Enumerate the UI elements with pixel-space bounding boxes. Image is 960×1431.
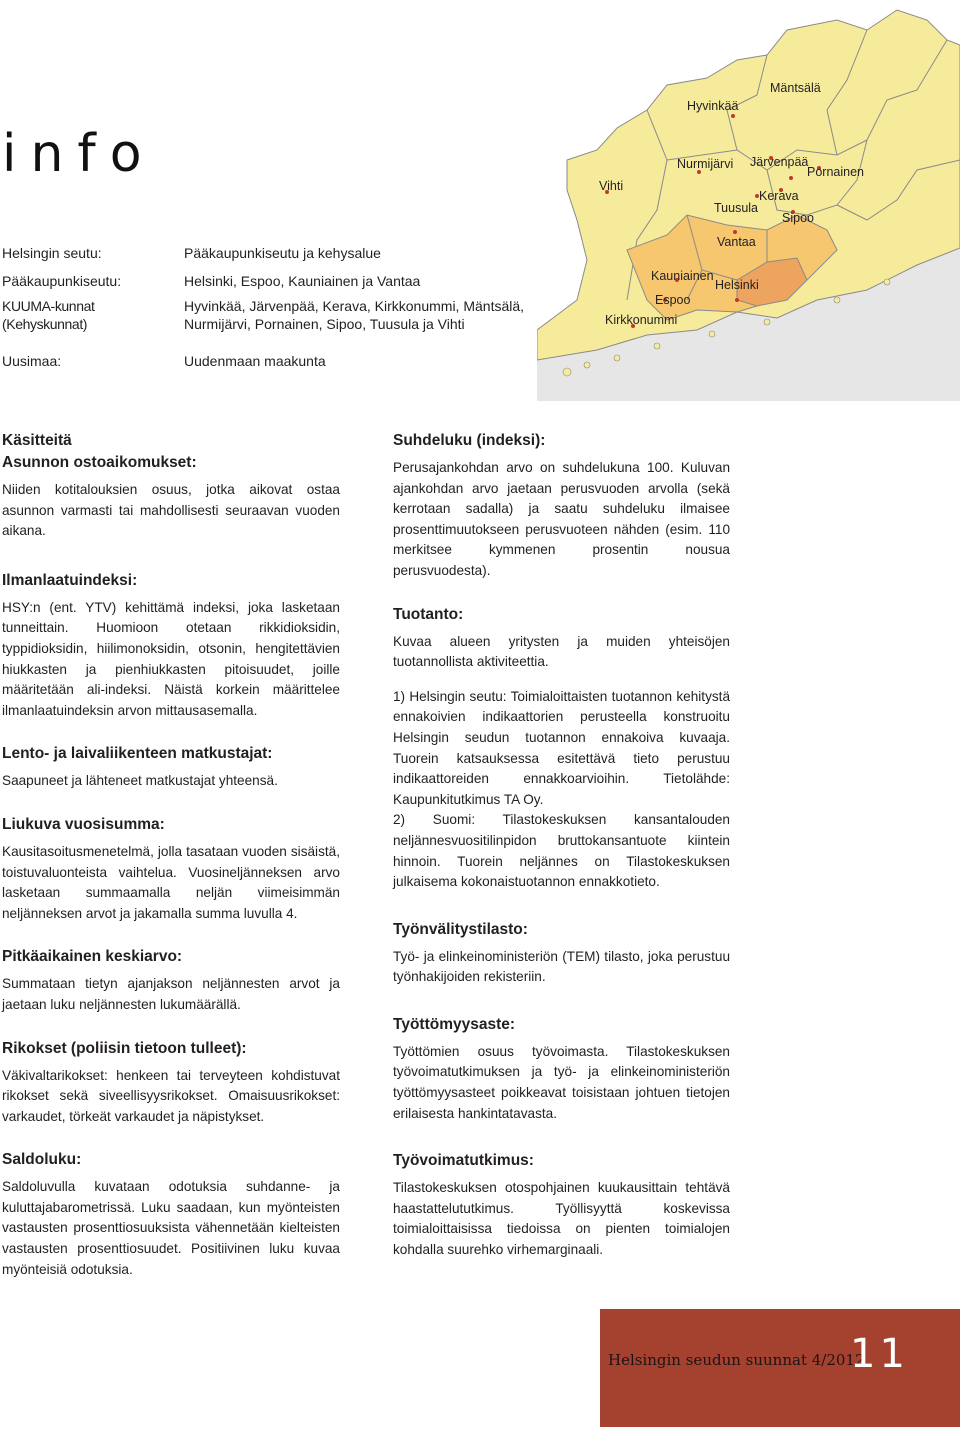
left-column [2, 430, 340, 1300]
map-label: Mäntsälä [770, 81, 821, 95]
definition-section [2, 1038, 340, 1128]
publication-name: Helsingin seudun suunnat 4/2012 [608, 1351, 865, 1369]
section-text: Kuvaa alueen yritysten ja muiden yhteisöjen tuotannollista aktiviteettia. [393, 633, 730, 670]
map-label: Pornainen [807, 165, 864, 179]
map-label: Sipoo [782, 211, 814, 225]
definition-term: KUUMA-kunnat (Kehyskunnat) [2, 298, 95, 332]
map-label: Kerava [759, 189, 799, 203]
definition-value: Uudenmaan maakunta [184, 353, 326, 369]
definition-section [393, 430, 730, 582]
map-label: Helsinki [715, 278, 759, 292]
section-text: Työttömien osuus työvoimasta. Tilastokeskuksen työvoimatutkimuksen ja työ- ja elinkeinoministeriön työttömyysasteet poikkeavat toisistaan johtuen tietojen erilaisesta hankintatavasta. [393, 1043, 730, 1121]
section-title: Pitkäaikainen keskiarvo: [2, 948, 183, 966]
section-title: Liukuva vuosisumma: [2, 815, 165, 833]
page-title: info [2, 124, 156, 184]
definition-term: Helsingin seutu: [2, 245, 102, 261]
page-number: 11 [850, 1331, 909, 1377]
section-text: HSY:n (ent. YTV) kehittämä indeksi, joka lasketaan tunneittain. Huomioon otetaan rikkidioksidin, typpidioksidin, hiilimonoksidin, otsonin, hengitettävien hiukkasten ja pienhiukkasten pitoisuudet, joille määritetään ali-indeksi. Näistä korkein määrittelee ilmanlaatuindeksin arvon mittausasemalla. [2, 599, 340, 718]
definition-term: Pääkaupunkiseutu: [2, 273, 122, 289]
definition-section [393, 919, 730, 988]
section-title: Rikokset (poliisin tietoon tulleet): [2, 1039, 247, 1057]
map-label: Nurmijärvi [677, 157, 734, 171]
section-text: Väkivaltarikokset: henkeen tai terveyteen kohdistuvat rikokset sekä siveellisyysrikokset. Omaisuusrikokset: varkaudet, törkeät varkaudet ja näpistykset. [2, 1067, 340, 1124]
map-label: Vantaa [717, 235, 756, 249]
footer-band [600, 1309, 960, 1427]
definition-section [2, 743, 340, 792]
region-map [537, 0, 960, 401]
section-text: Kausitasoitusmenetelmä, jolla tasataan vuoden sisäistä, toistuvaluonteista vaihtelua. Vuosineljänneksen arvo lasketaan summaamalla neljän viimeisimmän neljänneksen arvot ja jakamalla summa luvulla 4. [2, 843, 340, 921]
definition-value: Helsinki, Espoo, Kauniainen ja Vantaa [184, 273, 421, 289]
definition-value: Hyvinkää, Järvenpää, Kerava, Kirkkonummi, Mäntsälä, Nurmijärvi, Pornainen, Sipoo, Tuusula ja Vihti [184, 298, 525, 332]
section-heading: Käsitteitä [2, 432, 72, 449]
definition-section [393, 604, 730, 893]
definition-section [2, 946, 340, 1015]
section-text: Saapuneet ja lähteneet matkustajat yhteensä. [2, 773, 278, 789]
definition-section [393, 1014, 730, 1124]
map-label: Vihti [599, 179, 624, 193]
map-label: Espoo [655, 293, 691, 307]
section-title: Työnvälitystilasto: [393, 920, 528, 938]
section-title: Asunnon ostoaikomukset: [2, 454, 197, 471]
section-text: Työ- ja elinkeinoministeriön (TEM) tilasto, joka perustuu työnhakijoiden rekisteriin. [393, 948, 730, 985]
definition-section [393, 1150, 730, 1260]
section-text: Summataan tietyn ajanjakson neljännesten arvot ja jaetaan luku neljännesten lukumäärällä. [2, 976, 340, 1012]
section-text: Tilastokeskuksen otospohjainen kuukausittain tehtävä haastattelututkimus. Työllisyyttä koskevissa toimialoittaisissa tiedoissa on pienten toimialojen kohdalla suurehko virhemarginaali. [393, 1180, 730, 1258]
section-text: 1) Helsingin seutu: Toimialoittaisten tuotannon kehitystä ennakoivien indikaattorien perusteella konstruoitu Helsingin seudun tuotannon ennakoiva kuvaaja. Tuorein katsauksessa esitettävä tieto perustuu indikaattoreiden ennakkoarvioihin. Tietolähde: Kaupunkitutkimus TA Oy. [393, 688, 730, 807]
section-text: 2) Suomi: Tilastokeskuksen kansantalouden neljännesvuositilinpidon bruttokansantuote kiintein hinnoin. Tuorein neljännes on Tilastokeskuksen julkaisema kokonaistuotannon ennakkotieto. [393, 812, 730, 890]
section-title: Ilmanlaatuindeksi: [2, 571, 138, 589]
definition-value: Pääkaupunkiseutu ja kehysalue [184, 245, 381, 261]
section-title: Saldoluku: [2, 1151, 82, 1169]
section-text: Niiden kotitalouksien osuus, jotka aikovat ostaa asunnon varmasti tai mahdollisesti seuraavan vuoden aikana. [2, 482, 340, 539]
section-title: Työttömyysaste: [393, 1015, 516, 1033]
definition-term: Uusimaa: [2, 353, 62, 369]
definition-section [2, 1149, 340, 1280]
section-title: Tuotanto: [393, 605, 464, 623]
map-label: Hyvinkää [687, 99, 739, 113]
section-text: Perusajankohdan arvo on suhdelukuna 100. Kuluvan ajankohdan arvo jaetaan perusvuoden arvolla (sekä kerrotaan sadalla) ja saatu suhdeluku ilmaisee prosenttimuutokseen perusvuoteen nähden (esim. 110 merkitsee kymmenen prosentin nousua perusvuodesta). [393, 460, 730, 578]
definition-section [2, 452, 340, 542]
map-label: Kauniainen [651, 269, 714, 283]
section-title: Työvoimatutkimus: [393, 1152, 534, 1170]
section-title: Lento- ja laivaliikenteen matkustajat: [2, 745, 273, 763]
map-label: Kirkkonummi [605, 313, 678, 327]
map-label: Järvenpää [750, 155, 809, 169]
definition-section [2, 570, 340, 722]
section-text: Saldoluvulla kuvataan odotuksia suhdanne- ja kuluttajabarometrissä. Luku saadaan, kun myönteisten vastausten prosenttiosuuksista vähennetään kielteisten vastausten prosenttiosuudet. Positiivinen luku kuvaa myönteisiä odotuksia. [2, 1179, 340, 1277]
map-label: Tuusula [714, 201, 759, 215]
right-column [393, 430, 730, 1281]
section-title: Suhdeluku (indeksi): [393, 432, 546, 449]
definition-section [2, 814, 340, 924]
